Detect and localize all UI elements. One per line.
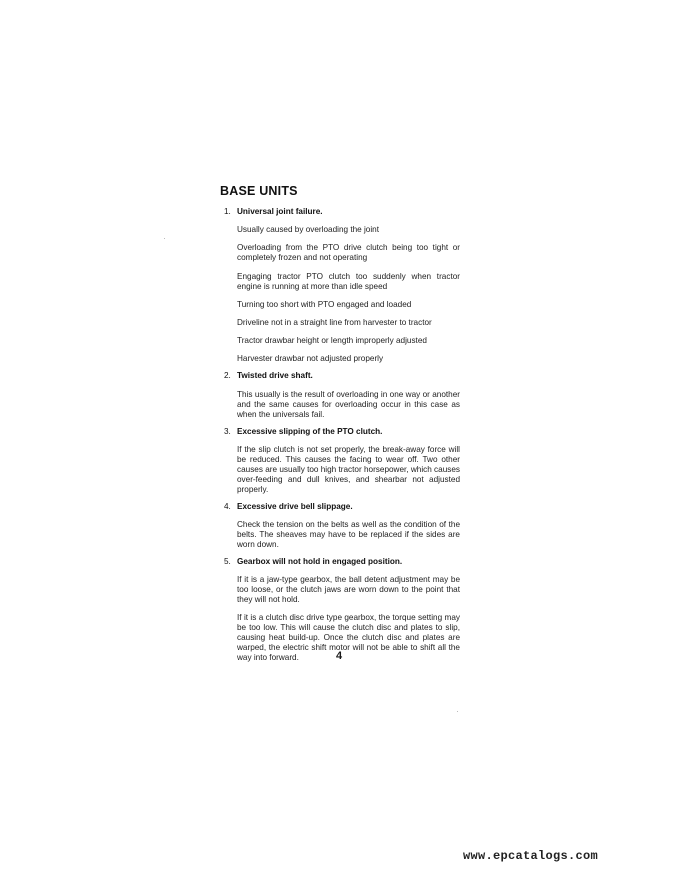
watermark-url: www.epcatalogs.com [463, 849, 599, 863]
document-body [224, 206, 460, 669]
paragraph: This usually is the result of overloading in one way or another and the same causes for overloading occur in this case as when the universals fail. [237, 389, 460, 419]
scan-speck [457, 711, 458, 712]
section-number: 5. [224, 556, 231, 566]
paragraph: If it is a clutch disc drive type gearbox, the torque setting may be too low. This will cause the clutch disc and plates to slip, causing heat build-up. Once the clutch disc and plates are warped, the electric shift motor will not be able to shift all the way into forward. [237, 613, 460, 663]
section-4 [224, 501, 460, 550]
paragraph: Tractor drawbar height or length improperly adjusted [237, 336, 427, 346]
section-heading [224, 556, 460, 567]
paragraph: Harvester drawbar not adjusted properly [237, 354, 384, 364]
section-title: Excessive slipping of the PTO clutch. [237, 426, 383, 436]
section-title: Universal joint failure. [237, 207, 323, 216]
section-number: 1. [224, 207, 231, 216]
paragraph: If the slip clutch is not set properly, the break-away force will be reduced. This causes the facing to wear off. Two other causes are usually too high tractor horsepower, which causes over-feeding and dull knives, and shearbar not adjusted properly. [237, 444, 461, 494]
page-number: 4 [336, 650, 343, 662]
paragraph: Turning too short with PTO engaged and loaded [237, 299, 412, 309]
paragraph: If it is a jaw-type gearbox, the ball detent adjustment may be too loose, or the clutch jaws are worn down to the point that they will not hold. [237, 575, 460, 605]
section-heading [224, 370, 460, 381]
section-number: 4. [224, 501, 231, 511]
paragraph: Engaging tractor PTO clutch too suddenly when tractor engine is running at more than idle speed [237, 271, 460, 291]
section-number: 3. [224, 426, 231, 436]
paragraph: Driveline not in a straight line from harvester to tractor [237, 317, 432, 327]
paragraph: Check the tension on the belts as well as the condition of the belts. The sheaves may have to be replaced if the sides are worn down. [237, 519, 460, 549]
section-title: Gearbox will not hold in engaged position. [237, 556, 403, 566]
paragraph: Overloading from the PTO drive clutch being too tight or completely frozen and not operating [237, 243, 460, 263]
paragraph: Usually caused by overloading the joint [237, 225, 380, 235]
section-title: Twisted drive shaft. [237, 371, 313, 381]
section-heading [224, 426, 460, 437]
section-2 [224, 370, 460, 419]
section-3 [224, 426, 460, 495]
section-title: Excessive drive bell slippage. [237, 501, 353, 511]
section-number: 2. [224, 371, 231, 381]
section-heading [224, 501, 460, 512]
section-5 [224, 556, 460, 663]
scan-speck [164, 238, 165, 239]
page-title: BASE UNITS [220, 184, 298, 198]
section-heading [224, 206, 460, 217]
section-1 [224, 206, 460, 364]
